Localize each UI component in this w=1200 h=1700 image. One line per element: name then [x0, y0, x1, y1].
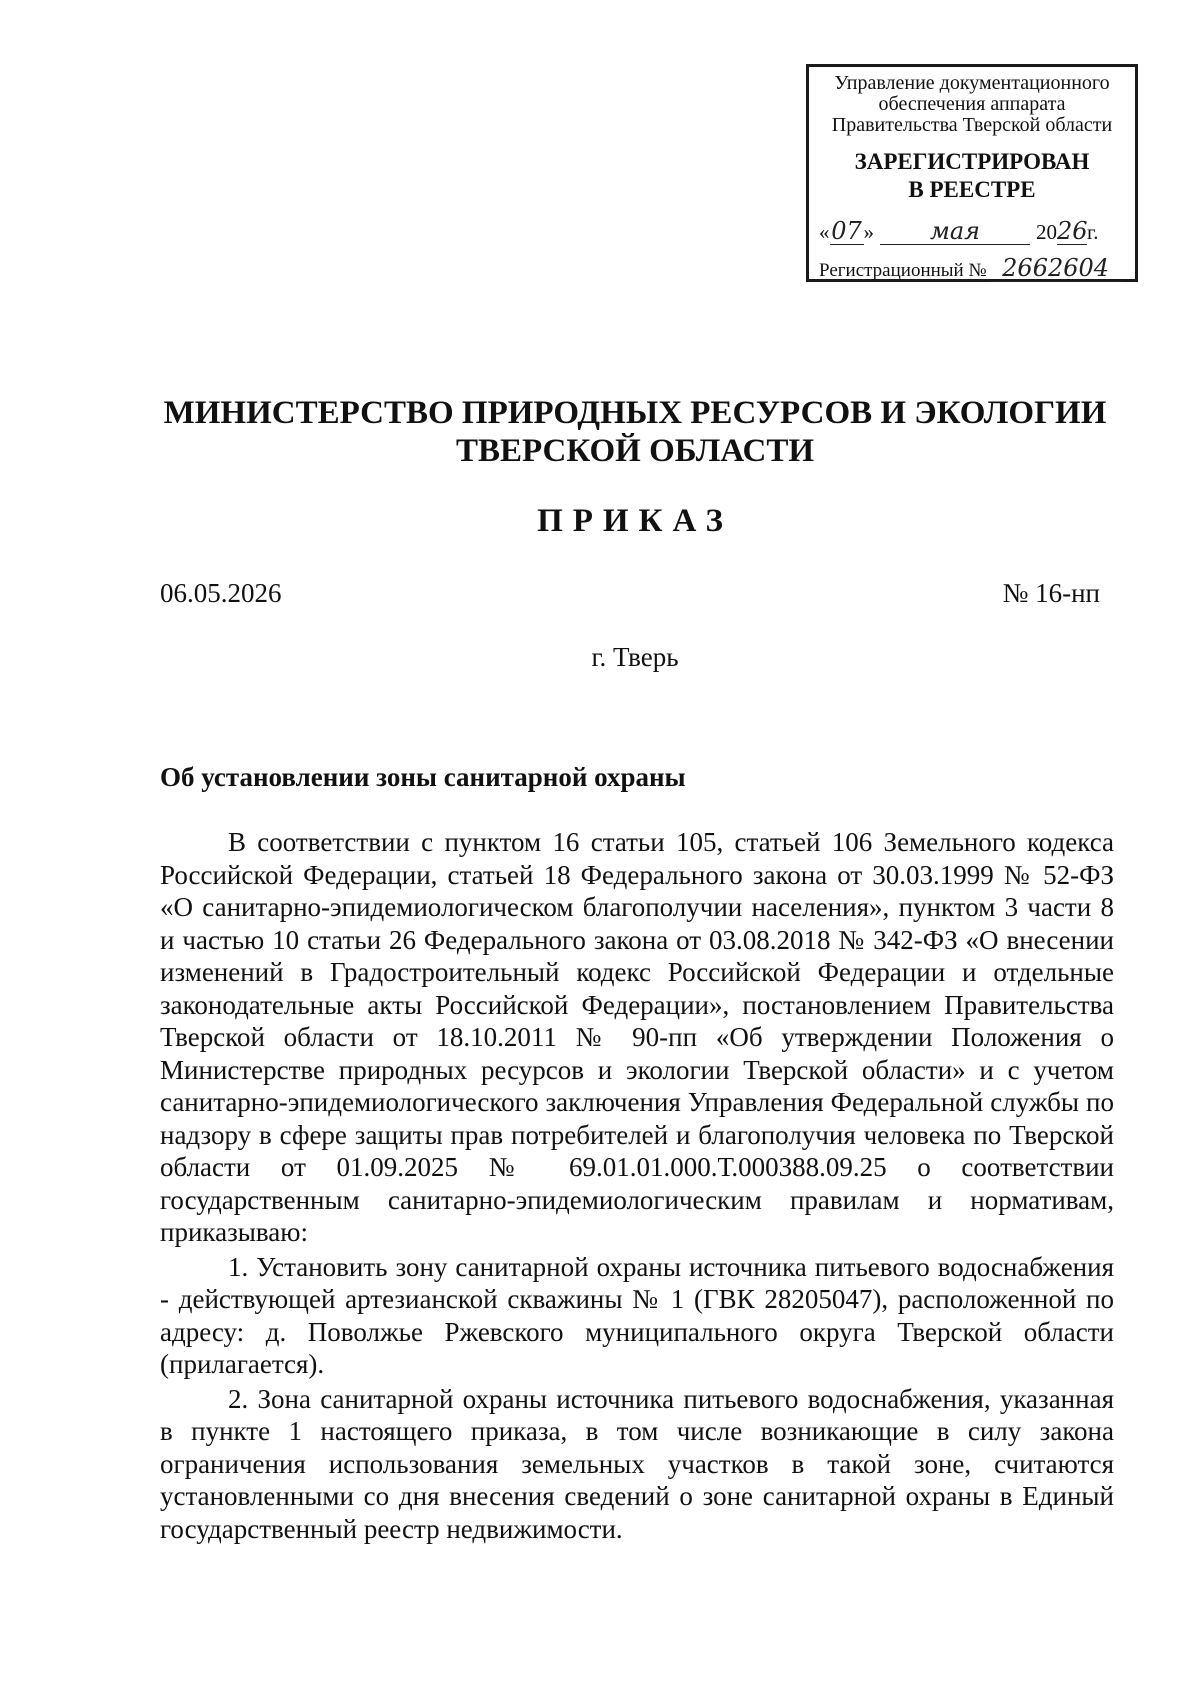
order-subject: Об установлении зоны санитарной охраны [160, 762, 686, 792]
order-date: 06.05.2026 [160, 578, 282, 608]
ministry-title-line-1: МИНИСТЕРСТВО ПРИРОДНЫХ РЕСУРСОВ И ЭКОЛОГИИ [163, 395, 1107, 431]
stamp-date [813, 218, 1131, 245]
stamp-reg-label: Регистрационный № [819, 260, 987, 281]
document-type: ПРИКАЗ [537, 503, 733, 539]
stamp-line-2: обеспечения аппарата [878, 93, 1066, 115]
stamp-registration-number [813, 255, 1131, 282]
order-body [160, 826, 1114, 1545]
ministry-title [0, 394, 1200, 470]
ministry-title-line-2: ТВЕРСКОЙ ОБЛАСТИ [455, 433, 815, 469]
body-paragraph-item-2: 2. Зона санитарной охраны источника питьевого водоснабжения, указанная в пункте 1 настоящего приказа, в том числе возникающие в силу закона ограничения использования земельных участков в такой зоне, считаются установленными со дня внесения сведений о зоне санитарной охраны в Единый государственный реестр недвижимости. [160, 1383, 1114, 1544]
stamp-line-3: Правительства Тверской области [831, 114, 1113, 136]
stamp-date-year-suffix: 26 [1057, 217, 1088, 245]
stamp-date-close-quote: » [863, 220, 874, 244]
registration-stamp [806, 64, 1138, 282]
order-city: г. Тверь [591, 642, 679, 672]
stamp-reg-number: 2662604 [989, 255, 1123, 282]
stamp-registered [813, 148, 1131, 204]
stamp-date-day: 07 [831, 217, 862, 245]
stamp-date-year-end: г. [1087, 220, 1099, 244]
stamp-date-month: мая [880, 218, 1030, 245]
order-number: № 16-нп [1002, 578, 1100, 608]
stamp-date-year-prefix: 20 [1036, 220, 1057, 244]
stamp-registered-line-1: ЗАРЕГИСТРИРОВАН [854, 149, 1090, 174]
stamp-line-1: Управление документационного [834, 72, 1110, 94]
body-paragraph-preamble: В соответствии с пунктом 16 статьи 105, статьей 106 Земельного кодекса Российской Федерации, статьей 18 Федерального закона от 30.03.1999 № 52-ФЗ «О санитарно-эпидемиологическом благополучии населения», пунктом 3 части 8 и частью 10 статьи 26 Федерального закона от 03.08.2018 № 342-ФЗ «О внесении изменений в Градостроительный кодекс Российской Федерации и отдельные законодательные акты Российской Федерации», постановлением Правительства Тверской области от 18.10.2011 № 90-пп «Об утверждении Положения о Министерстве природных ресурсов и экологии Тверской области» и с учетом санитарно-эпидемиологического заключения Управления Федеральной службы по надзору в сфере защиты прав потребителей и благополучия человека по Тверской области от 01.09.2025 № 69.01.01.000.Т.000388.09.25 о соответствии государственным санитарно-эпидемиологическим правилам и нормативам, приказываю: [160, 827, 1114, 1247]
body-paragraph-item-1: 1. Установить зону санитарной охраны источника питьевого водоснабжения - действующей артезианской скважины № 1 (ГВК 28205047), расположенной по адресу: д. Поволжье Ржевского муниципального округа Тверской области (прилагается). [160, 1251, 1114, 1379]
stamp-date-open-quote: « [819, 220, 830, 244]
stamp-registered-line-2: В РЕЕСТРЕ [908, 177, 1036, 202]
